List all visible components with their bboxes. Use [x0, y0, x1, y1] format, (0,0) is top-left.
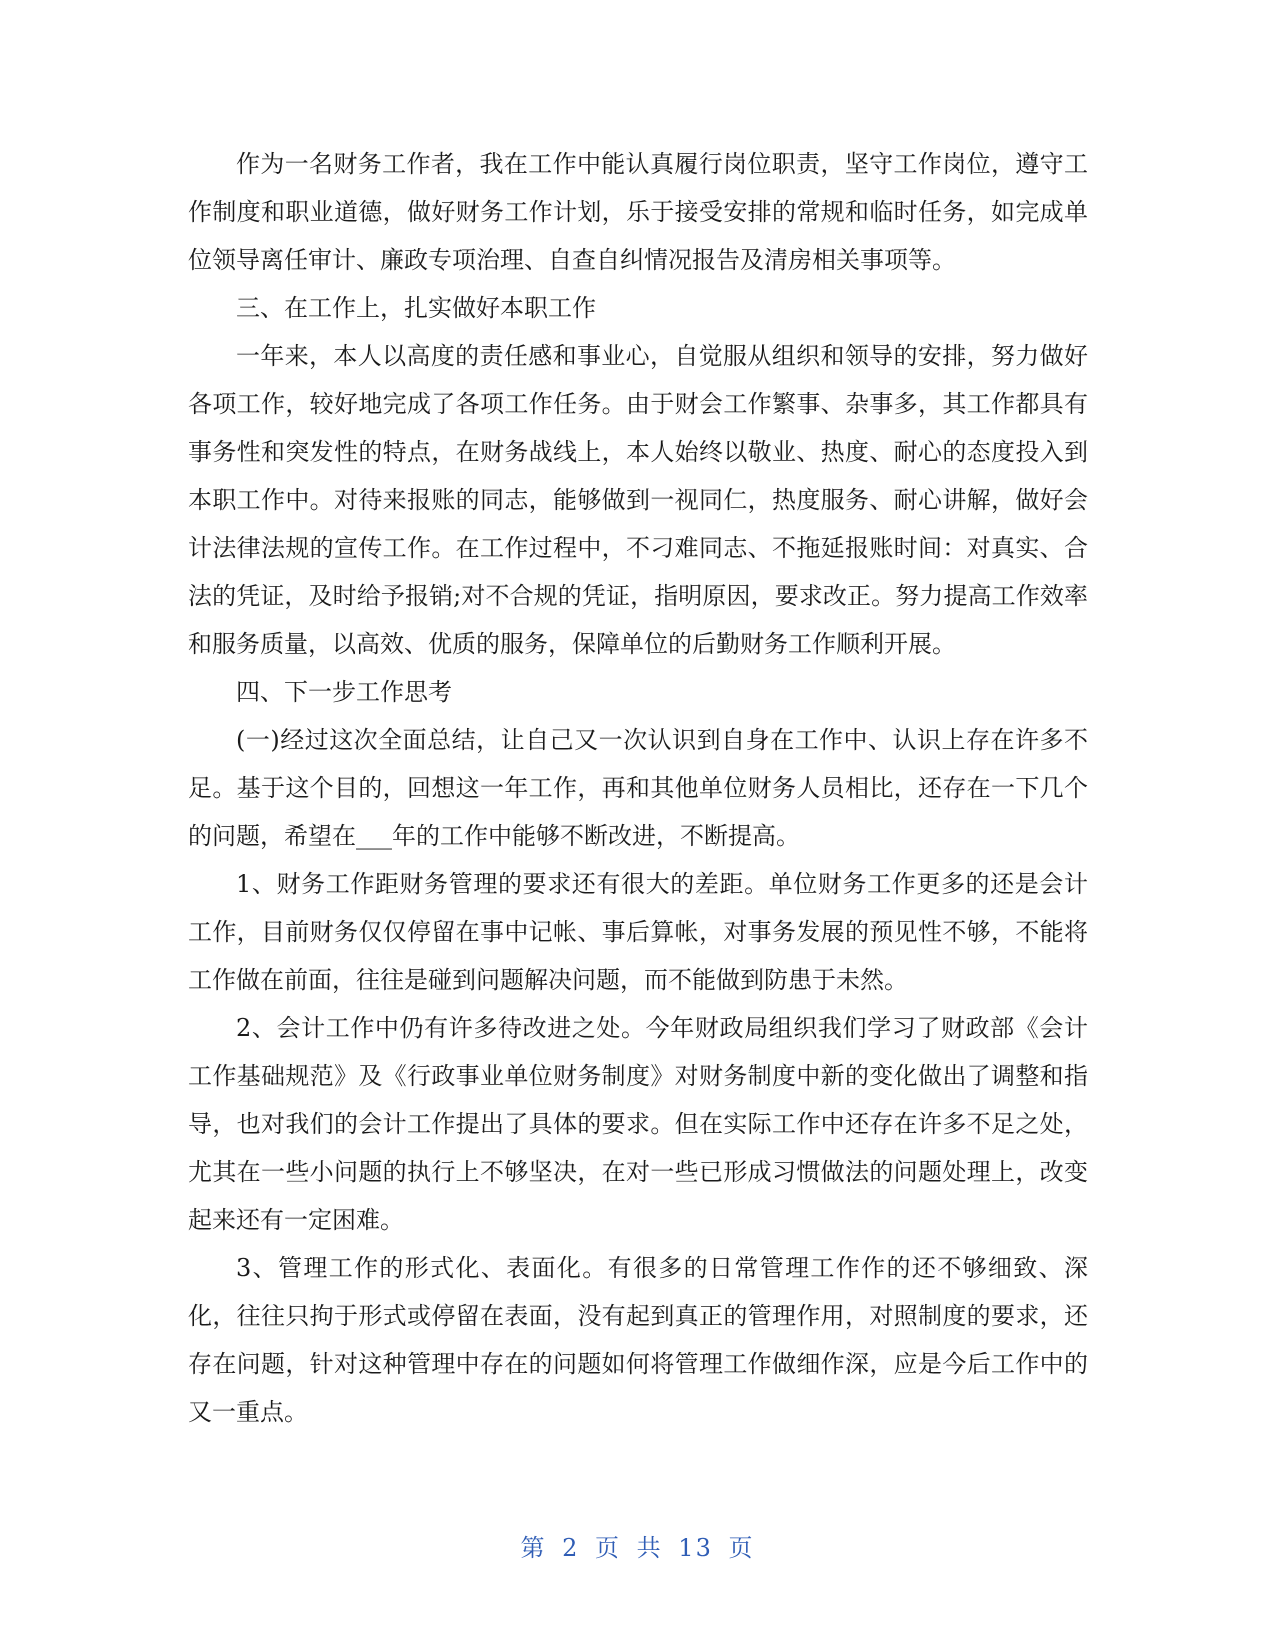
page-number-footer: 第 2 页 共 13 页	[520, 1534, 755, 1562]
section-heading-3: 三、在工作上，扎实做好本职工作	[236, 294, 596, 322]
paragraph-work-summary: 一年来，本人以高度的责任感和事业心，自觉服从组织和领导的安排，努力做好各项工作，较好地完成了各项工作任务。由于财会工作繁事、杂事多，其工作都具有事务性和突发性的特点，在财务战线上，本人始终以敬业、热度、耐心的态度投入到本职工作中。对待来报账的同志，能够做到一视同仁，热度服务、耐心讲解，做好会计法律法规的宣传工作。在工作过程中，不刁难同志、不拖延报账时间：对真实、合法的凭证，及时给予报销;对不合规的凭证，指明原因，要求改正。努力提高工作效率和服务质量，以高效、优质的服务，保障单位的后勤财务工作顺利开展。	[188, 342, 1088, 658]
section-heading-4: 四、下一步工作思考	[236, 678, 452, 706]
paragraph-issue-1: 1、财务工作距财务管理的要求还有很大的差距。单位财务工作更多的还是会计工作，目前财务仅仅停留在事中记帐、事后算帐，对事务发展的预见性不够，不能将工作做在前面，往往是碰到问题解决问题，而不能做到防患于未然。	[188, 870, 1088, 994]
paragraph-duty: 作为一名财务工作者，我在工作中能认真履行岗位职责，坚守工作岗位，遵守工作制度和职业道德，做好财务工作计划，乐于接受安排的常规和临时任务，如完成单位领导离任审计、廉政专项治理、自查自纠情况报告及清房相关事项等。	[188, 150, 1088, 274]
paragraph-reflection: (一)经过这次全面总结，让自己又一次认识到自身在工作中、认识上存在许多不足。基于这个目的，回想这一年工作，再和其他单位财务人员相比，还存在一下几个的问题，希望在___年的工作中能够不断改进，不断提高。	[188, 726, 1088, 850]
paragraph-issue-3: 3、管理工作的形式化、表面化。有很多的日常管理工作作的还不够细致、深化，往往只拘于形式或停留在表面，没有起到真正的管理作用，对照制度的要求，还存在问题，针对这种管理中存在的问题如何将管理工作做细作深，应是今后工作中的又一重点。	[188, 1254, 1088, 1426]
paragraph-issue-2: 2、会计工作中仍有许多待改进之处。今年财政局组织我们学习了财政部《会计工作基础规范》及《行政事业单位财务制度》对财务制度中新的变化做出了调整和指导，也对我们的会计工作提出了具体的要求。但在实际工作中还存在许多不足之处，尤其在一些小问题的执行上不够坚决，在对一些已形成习惯做法的问题处理上，改变起来还有一定困难。	[188, 1014, 1088, 1234]
document-body	[188, 140, 1088, 1436]
